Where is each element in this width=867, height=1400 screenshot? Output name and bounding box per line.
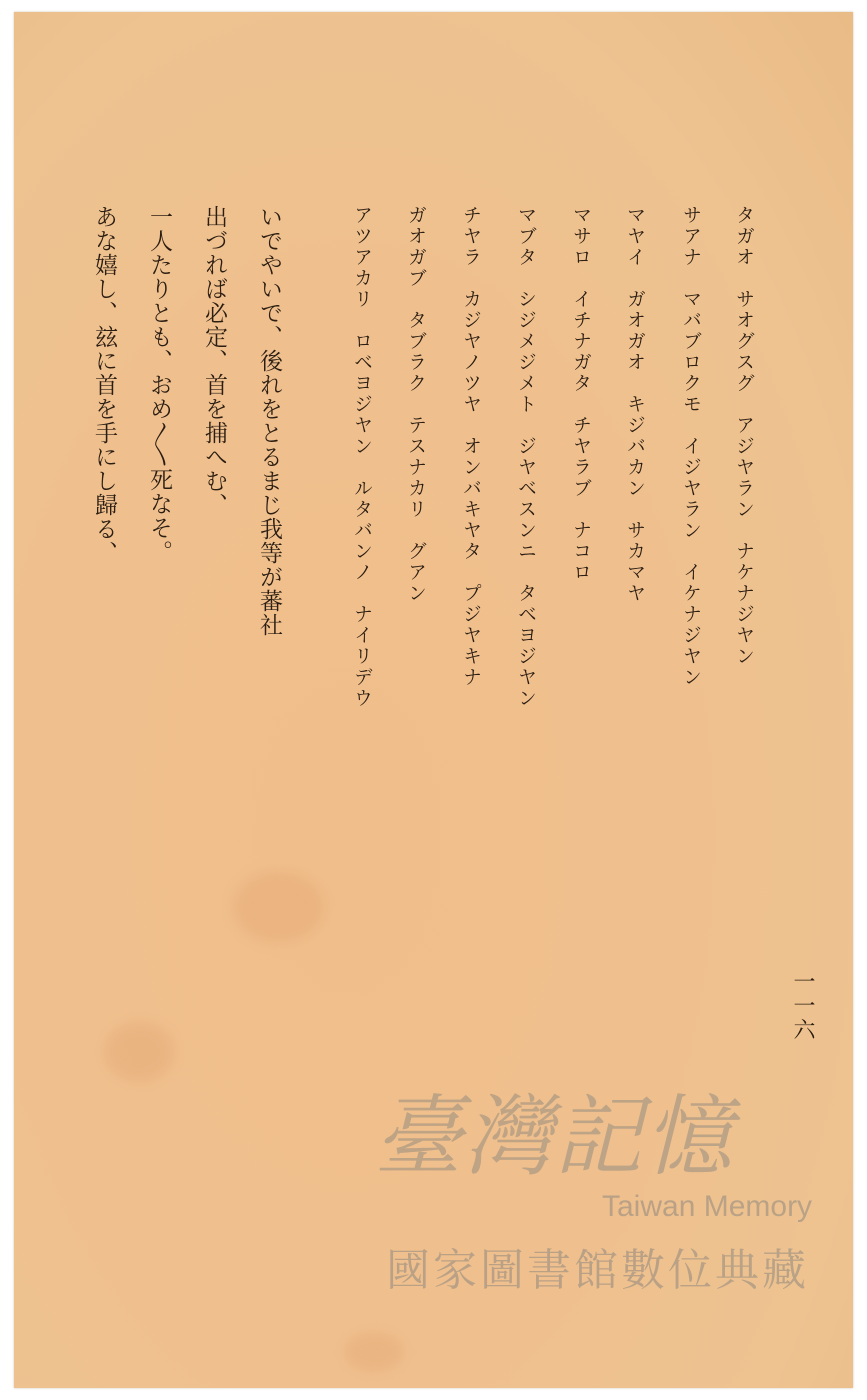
paper-stain	[104, 1022, 174, 1082]
verse-line: 出づれば必定、首を捕へむ、	[201, 205, 227, 517]
chant-line: アツアカリ ロベヨジヤン ルタバンノ ナイリデウ	[351, 205, 373, 709]
paper-stain	[344, 1332, 404, 1372]
watermark-title: 臺灣記憶	[374, 1085, 735, 1188]
chant-line: マサロ イチナガタ チヤラブ ナコロ	[570, 205, 592, 583]
page-number: 一一六	[790, 970, 815, 1042]
scanned-page	[14, 12, 853, 1388]
chant-line: マブタ シジメジメト ジヤベスンニ タベヨジヤン	[515, 205, 537, 709]
chant-line: ガオガブ タブラク テスナカリ グアン	[405, 205, 427, 604]
chant-line: サアナ マバブロクモ イジヤラン イケナジヤン	[680, 205, 702, 688]
chant-line: マヤイ ガオガオ キジバカン サカマヤ	[624, 205, 646, 604]
paper-stain	[234, 872, 324, 942]
verse-line: あな嬉し、玆に首を手にし歸る、	[91, 205, 117, 565]
verse-line: いでやいで、後れをとるまじ我等が蕃社	[256, 205, 282, 637]
watermark-library: 國家圖書館數位典藏	[386, 1245, 809, 1296]
watermark-english: Taiwan Memory	[602, 1190, 813, 1223]
chant-line: チヤラ カジヤノツヤ オンバキヤタ プジヤキナ	[460, 205, 482, 688]
chant-line: タガオ サオグスグ アジヤラン ナケナジヤン	[733, 205, 755, 667]
verse-line: 一人たりとも、おめ〳〵死なそ。	[146, 205, 172, 564]
